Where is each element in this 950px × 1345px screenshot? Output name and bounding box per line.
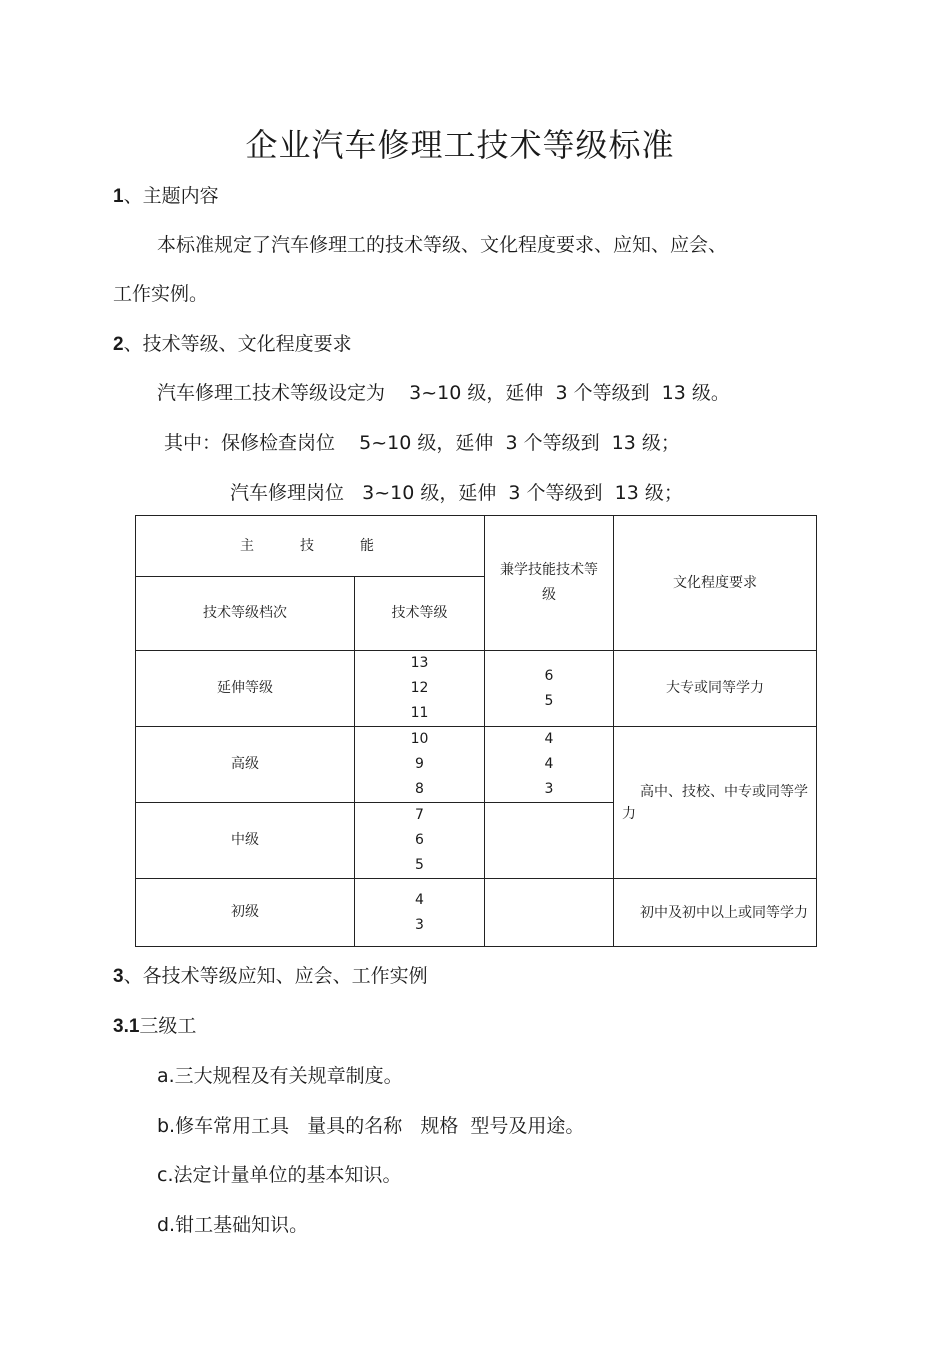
level-value: 5 [415, 857, 424, 873]
paragraph: 本标准规定了汽车修理工的技术等级、文化程度要求、应知、应会、 [157, 234, 728, 256]
table-cell-levels [355, 727, 485, 803]
table-cell-levels [355, 879, 485, 947]
section-title: 、主题内容 [123, 185, 219, 207]
paragraph: 汽车修理工技术等级设定为 3~10 级，延伸 3 个等级到 13 级。 [157, 382, 730, 404]
table-cell-side [485, 651, 614, 727]
level-value: 4 [415, 891, 424, 908]
section-number: 3.1 [113, 1016, 140, 1037]
level-value: 11 [410, 705, 429, 721]
list-item: d.钳工基础知识。 [157, 1214, 309, 1236]
list-item: c.法定计量单位的基本知识。 [157, 1164, 402, 1186]
table-header-side-skill: 兼学技能技术等级 [485, 516, 614, 651]
paragraph: 工作实例。 [113, 283, 209, 305]
section-2-heading [113, 329, 352, 356]
table-cell-tier: 初级 [136, 879, 355, 947]
section-title: 、技术等级、文化程度要求 [123, 333, 352, 355]
paragraph: 其中：保修检查岗位 5~10 级，延伸 3 个等级到 13 级； [164, 432, 680, 454]
document-title: 企业汽车修理工技术等级标准 [245, 126, 675, 164]
side-value: 3 [544, 781, 554, 797]
table-header-main-skill: 主技能 [136, 516, 485, 577]
level-value: 13 [410, 655, 429, 671]
table-cell-tier: 高级 [136, 727, 355, 803]
level-value: 6 [415, 832, 424, 848]
list-item: b.修车常用工具 量具的名称 规格 型号及用途。 [157, 1115, 585, 1137]
table-cell-side-empty [485, 803, 614, 879]
section-3-heading [113, 961, 428, 988]
level-value: 9 [415, 756, 424, 772]
section-title: 、各技术等级应知、应会、工作实例 [123, 965, 428, 987]
table-cell-tier: 中级 [136, 803, 355, 879]
table-cell-side-empty [485, 879, 614, 947]
section-number: 2 [113, 334, 124, 355]
grade-table [135, 515, 817, 947]
section-number: 1 [113, 186, 124, 207]
table-cell-education: 大专或同等学力 [614, 651, 817, 727]
table-header-tier: 技术等级档次 [136, 577, 355, 651]
list-item: a.三大规程及有关规章制度。 [157, 1065, 403, 1087]
table-cell-levels [355, 803, 485, 879]
table-cell-education: 高中、技校、中专或同等学力 [614, 727, 817, 879]
level-value: 8 [415, 781, 424, 797]
subsection-3-1-heading [113, 1011, 196, 1038]
side-value: 5 [544, 692, 554, 709]
table-header-education: 文化程度要求 [614, 516, 817, 651]
table-header-level: 技术等级 [355, 577, 485, 651]
table-cell-tier: 延伸等级 [136, 651, 355, 727]
table-cell-side [485, 727, 614, 803]
section-1-heading [113, 181, 219, 208]
side-value: 4 [544, 731, 554, 747]
section-number: 3 [113, 966, 124, 987]
side-value: 4 [544, 756, 554, 772]
table-cell-education: 初中及初中以上或同等学力 [614, 879, 817, 947]
level-value: 3 [415, 916, 424, 933]
paragraph: 汽车修理岗位 3~10 级，延伸 3 个等级到 13 级； [230, 482, 683, 504]
level-value: 12 [410, 680, 429, 696]
side-value: 6 [544, 667, 554, 684]
table-cell-levels [355, 651, 485, 727]
section-title: 三级工 [139, 1015, 197, 1037]
level-value: 10 [410, 731, 429, 747]
level-value: 7 [415, 807, 424, 823]
